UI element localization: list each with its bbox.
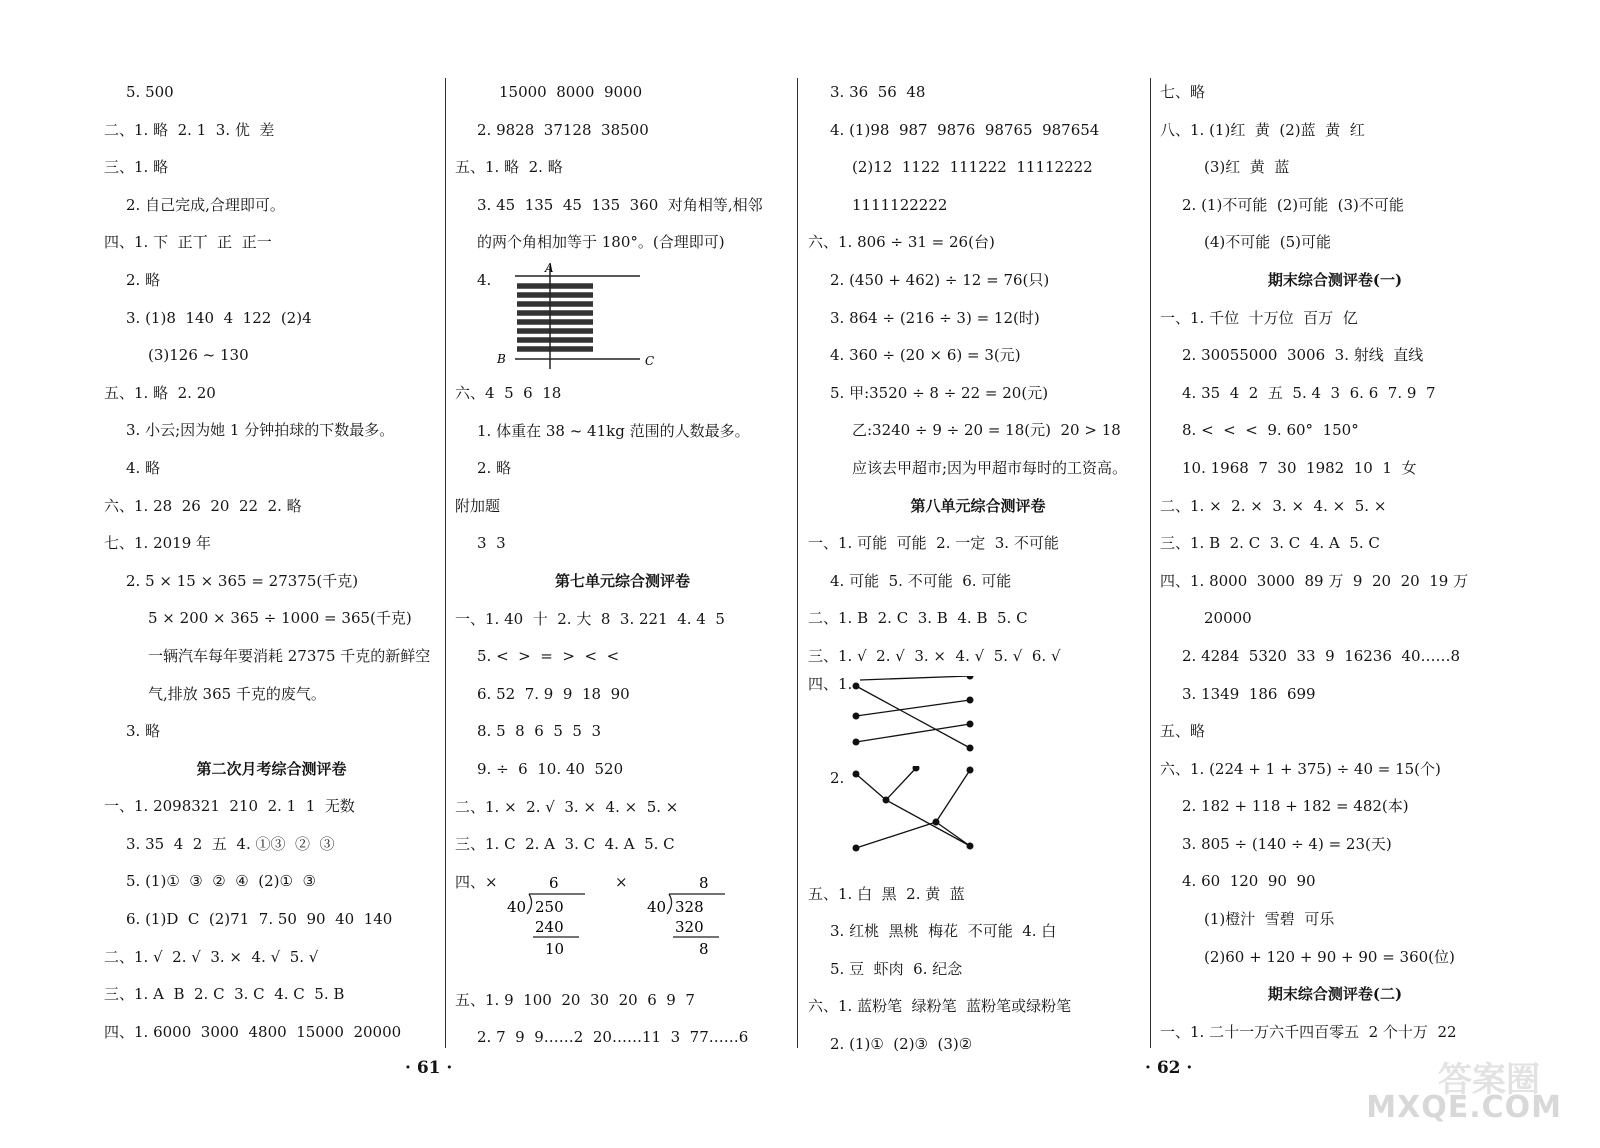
answer-line: (4)不可能 (5)可能 <box>1204 233 1332 252</box>
answer-line: 五、1. 白 黑 2. 黄 蓝 <box>808 884 965 903</box>
answer-line: 5. 甲:3520 ÷ 8 ÷ 22 = 20(元) <box>830 383 1049 402</box>
long-division-1 <box>505 872 625 972</box>
matching-lines-2 <box>838 766 1038 876</box>
answer-line: (3)126 ~ 130 <box>148 346 249 365</box>
answer-line: 2. 9828 37128 38500 <box>477 120 649 139</box>
answer-line: 5. < > = > < < <box>477 647 620 666</box>
answer-line: 4. (1)98 987 9876 98765 987654 <box>830 120 1100 139</box>
answer-line: 20000 <box>1204 609 1252 628</box>
answer-line: 2. 4284 5320 33 9 16236 40……8 <box>1182 646 1461 665</box>
answer-line: 三、1. √ 2. √ 3. × 4. √ 5. √ 6. √ <box>808 646 1061 665</box>
answer-line: 1111122222 <box>852 195 948 214</box>
answer-line: 五、1. 略 2. 20 <box>104 383 216 402</box>
answer-line: 15000 8000 9000 <box>499 83 643 101</box>
section-title: 期末综合测评卷(一) <box>1267 270 1403 289</box>
answer-line: 一辆汽车每年要消耗 27375 千克的新鲜空 <box>148 646 431 665</box>
answer-line: 三、1. 略 <box>104 158 169 177</box>
answer-column-4 <box>1160 74 1510 1051</box>
answer-line: 3. (1)8 140 4 122 (2)4 <box>126 308 312 327</box>
answer-line: 2. <box>830 768 845 787</box>
answer-line: 六、1. 806 ÷ 31 = 26(台) <box>808 233 995 252</box>
answer-line: 的两个角相加等于 180°。(合理即可) <box>477 233 725 252</box>
answer-line: 5. (1)① ③ ② ④ (2)① ③ <box>126 872 316 891</box>
answer-line: 3. 45 135 45 135 360 对角相等,相邻 <box>477 195 763 214</box>
answer-line: (3)红 黄 蓝 <box>1204 158 1290 177</box>
answer-line: 七、略 <box>1160 83 1206 101</box>
quotient: 6 <box>549 873 559 892</box>
answer-line: 二、1. 略 2. 1 3. 优 差 <box>104 120 275 139</box>
answer-line: 二、1. × 2. × 3. × 4. × 5. × <box>1160 496 1387 515</box>
answer-line: 3. 1349 186 699 <box>1182 684 1316 703</box>
matching-figure-1 <box>808 676 1148 766</box>
answer-line: 五、1. 略 2. 略 <box>455 158 563 177</box>
answer-line: 3. 36 56 48 <box>830 83 926 101</box>
answer-line: 六、1. 蓝粉笔 绿粉笔 蓝粉笔或绿粉笔 <box>808 997 1072 1016</box>
column-divider <box>1150 78 1151 1048</box>
dividend: 250 <box>535 897 564 916</box>
answer-line: 四、1. 8000 3000 89 万 9 20 20 19 万 <box>1160 571 1469 590</box>
answer-line: 8. 5 8 6 5 5 3 <box>477 722 602 741</box>
watermark-url: MXQE.COM <box>1366 1090 1562 1125</box>
answer-line: 2. 30055000 3006 3. 射线 直线 <box>1182 346 1424 365</box>
answer-line: 2. (1)不可能 (2)可能 (3)不可能 <box>1182 195 1404 214</box>
answer-line: 5. 500 <box>126 83 174 101</box>
answer-line: 10. 1968 7 30 1982 10 1 女 <box>1182 458 1417 477</box>
answer-line: 一、1. 二十一万六千四百零五 2 个十万 22 <box>1160 1022 1457 1041</box>
label-a: A <box>545 261 554 275</box>
answer-line: (1)橙汁 雪碧 可乐 <box>1204 910 1335 929</box>
answer-line: 3. 红桃 黑桃 梅花 不可能 4. 白 <box>830 922 1057 941</box>
answer-line: 3. 小云;因为她 1 分钟拍球的下数最多。 <box>126 421 395 440</box>
column-divider <box>445 78 446 1048</box>
answer-line: 二、1. √ 2. √ 3. × 4. √ 5. √ <box>104 947 319 966</box>
wrong-mark: × <box>615 872 628 891</box>
divisor: 40 <box>507 897 527 916</box>
answer-line: 3. 805 ÷ (140 ÷ 4) = 23(天) <box>1182 834 1392 853</box>
answer-line: 3. 略 <box>126 722 161 741</box>
long-division-2 <box>645 872 765 972</box>
answer-line: 四、× <box>455 872 498 891</box>
answer-line: 五、略 <box>1160 722 1206 741</box>
answer-line: 二、1. B 2. C 3. B 4. B 5. C <box>808 609 1028 628</box>
answer-line: 五、1. 9 100 20 30 20 6 9 7 <box>455 990 695 1009</box>
answer-line: 8. < < < 9. 60° 150° <box>1182 421 1359 440</box>
section-title: 第二次月考综合测评卷 <box>196 759 347 778</box>
answer-line: 4. 360 ÷ (20 × 6) = 3(元) <box>830 346 1021 365</box>
answer-line: 六、1. 28 26 20 22 2. 略 <box>104 496 302 515</box>
page-number-right: · 62 · <box>1145 1058 1193 1078</box>
answer-line: 一、1. 可能 可能 2. 一定 3. 不可能 <box>808 534 1059 553</box>
label-c: C <box>645 353 655 368</box>
answer-line: 乙:3240 ÷ 9 ÷ 20 = 18(元) 20 > 18 <box>852 421 1121 440</box>
answer-line: 4. 60 120 90 90 <box>1182 872 1316 891</box>
label-b: B <box>497 351 506 366</box>
answer-line: 4. 35 4 2 五 5. 4 3 6. 6 7. 9 7 <box>1182 383 1436 402</box>
matching-lines-1 <box>838 676 1038 766</box>
page-number-left: · 61 · <box>405 1058 453 1078</box>
product: 320 <box>675 917 704 936</box>
long-division-figure <box>455 864 790 982</box>
remainder: 10 <box>545 939 565 958</box>
answer-line: 2. 自己完成,合理即可。 <box>126 195 285 214</box>
divisor: 40 <box>647 897 667 916</box>
parallel-lines-figure <box>455 262 790 375</box>
answer-line: 2. 7 9 9……2 20……11 3 77……6 <box>477 1028 749 1047</box>
answer-line: 3 3 <box>477 534 506 553</box>
answer-column-3 <box>808 74 1148 1063</box>
matching-figure-2 <box>808 766 1148 876</box>
section-title: 第七单元综合测评卷 <box>554 571 690 590</box>
answer-line: 七、1. 2019 年 <box>104 534 212 553</box>
answer-line: 2. 5 × 15 × 365 = 27375(千克) <box>126 571 359 590</box>
answer-line: (2)12 1122 111222 11112222 <box>852 158 1093 177</box>
answer-line: 三、1. A B 2. C 3. C 4. C 5. B <box>104 985 345 1004</box>
answer-line: 2. 略 <box>126 270 161 289</box>
answer-line: 一、1. 40 十 2. 大 8 3. 221 4. 4 5 <box>455 609 725 628</box>
answer-column-2 <box>455 74 790 1057</box>
answer-line: 2. (1)① (2)③ (3)② <box>830 1034 973 1053</box>
answer-line: 5. 豆 虾肉 6. 纪念 <box>830 959 963 978</box>
section-title: 期末综合测评卷(二) <box>1267 985 1403 1004</box>
answer-line: 三、1. B 2. C 3. C 4. A 5. C <box>1160 534 1380 553</box>
answer-column-1 <box>104 74 439 1051</box>
answer-line: (2)60 + 120 + 90 + 90 = 360(位) <box>1204 947 1455 966</box>
answer-line: 应该去甲超市;因为甲超市每时的工资高。 <box>852 458 1128 477</box>
answer-line: 5 × 200 × 365 ÷ 1000 = 365(千克) <box>148 609 412 628</box>
answer-line: 气,排放 365 千克的废气。 <box>148 684 326 703</box>
answer-line: 附加题 <box>455 496 501 515</box>
answer-line: 6. 52 7. 9 9 18 90 <box>477 684 630 703</box>
answer-line: 4. <box>477 270 492 289</box>
answer-line: 3. 864 ÷ (216 ÷ 3) = 12(时) <box>830 308 1040 327</box>
answer-line: 六、4 5 6 18 <box>455 383 562 402</box>
column-divider <box>797 78 798 1048</box>
answer-line: 一、1. 千位 十万位 百万 亿 <box>1160 308 1358 327</box>
answer-line: 四、1. <box>808 674 853 693</box>
quotient: 8 <box>699 873 709 892</box>
answer-line: 二、1. × 2. √ 3. × 4. × 5. × <box>455 797 679 816</box>
answer-line: 1. 体重在 38 ~ 41kg 范围的人数最多。 <box>477 421 750 440</box>
product: 240 <box>535 917 564 936</box>
answer-line: 六、1. (224 + 1 + 375) ÷ 40 = 15(个) <box>1160 759 1441 778</box>
parallel-lines-diagram <box>495 262 675 375</box>
answer-line: 4. 可能 5. 不可能 6. 可能 <box>830 571 1012 590</box>
answer-line: 2. 182 + 118 + 182 = 482(本) <box>1182 797 1409 816</box>
answer-line: 6. (1)D C (2)71 7. 50 90 40 140 <box>126 910 393 929</box>
answer-line: 4. 略 <box>126 458 161 477</box>
dividend: 328 <box>675 897 704 916</box>
answer-line: 9. ÷ 6 10. 40 520 <box>477 759 624 778</box>
answer-line: 三、1. C 2. A 3. C 4. A 5. C <box>455 835 675 854</box>
watermark-logo: 答案圈 <box>1438 1060 1540 1100</box>
answer-line: 八、1. (1)红 黄 (2)蓝 黄 红 <box>1160 120 1365 139</box>
answer-line: 2. (450 + 462) ÷ 12 = 76(只) <box>830 270 1050 289</box>
answer-line: 2. 略 <box>477 459 512 478</box>
section-title: 第八单元综合测评卷 <box>910 496 1046 515</box>
answer-line: 四、1. 下 正丅 正 正一 <box>104 233 272 252</box>
answer-line: 四、1. 6000 3000 4800 15000 20000 <box>104 1022 402 1041</box>
answer-line: 一、1. 2098321 210 2. 1 1 无数 <box>104 797 355 816</box>
remainder: 8 <box>699 939 709 958</box>
answer-line: 3. 35 4 2 五 4. ①③ ② ③ <box>126 834 335 853</box>
